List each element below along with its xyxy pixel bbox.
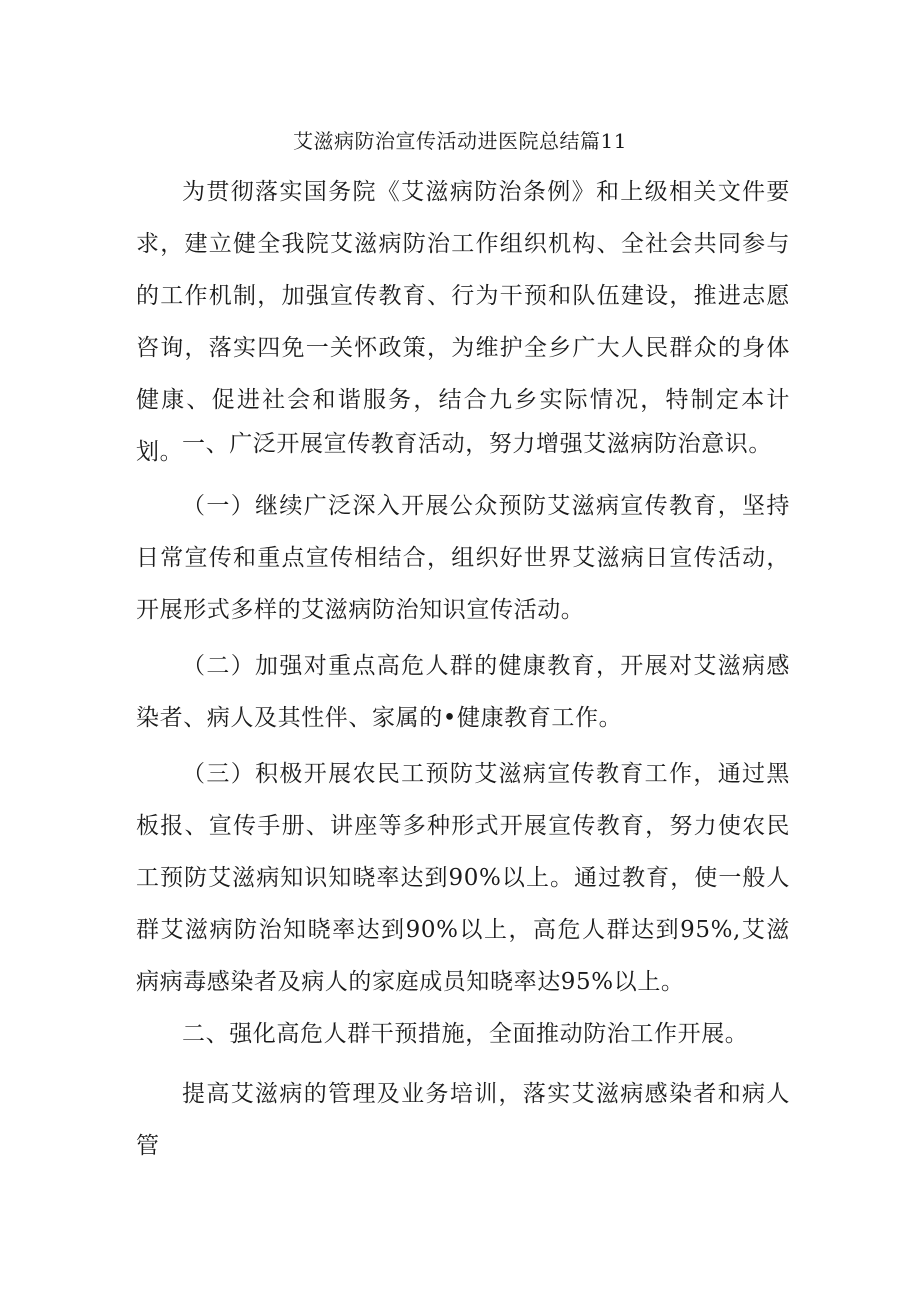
paragraph-item-2: （二）加强对重点高危人群的健康教育，开展对艾滋病感染者、病人及其性伴、家属的•健康教育工作。	[136, 653, 790, 731]
paragraph-item-3: （三）积极开展农民工预防艾滋病宣传教育工作，通过黑板报、宣传手册、讲座等多种形式开展宣传教育，努力使农民工预防艾滋病知识知晓率达到90%以上。通过教育，使一般人群艾滋病防治知晓率达到90%以上，高危人群达到95%,艾滋病病毒感染者及病人的家庭成员知晓率达95%以上。	[136, 761, 790, 995]
paragraph-intro: 为贯彻落实国务院《艾滋病防治条例》和上级相关文件要求，建立健全我院艾滋病防治工作组织机构、全社会共同参与的工作机制，加强宣传教育、行为干预和队伍建设，推进志愿咨询，落实四免一关怀政策，为维护全乡广大人民群众的身体健康、促进社会和谐服务，结合九乡实际情况，特制定本计划。	[136, 179, 790, 465]
document-title: 艾滋病防治宣传活动进医院总结篇11	[293, 129, 627, 153]
paragraph-item-1: （一）继续广泛深入开展公众预防艾滋病宣传教育，坚持日常宣传和重点宣传相结合，组织好世界艾滋病日宣传活动，开展形式多样的艾滋病防治知识宣传活动。	[136, 493, 790, 623]
paragraph-continuation: 提高艾滋病的管理及业务培训，落实艾滋病感染者和病人管	[136, 1081, 790, 1159]
section-heading-2: 二、强化高危人群干预措施，全面推动防治工作开展。	[182, 1021, 749, 1047]
section-heading-1: 一、广泛开展宣传教育活动，努力增强艾滋病防治意识。	[182, 431, 772, 457]
